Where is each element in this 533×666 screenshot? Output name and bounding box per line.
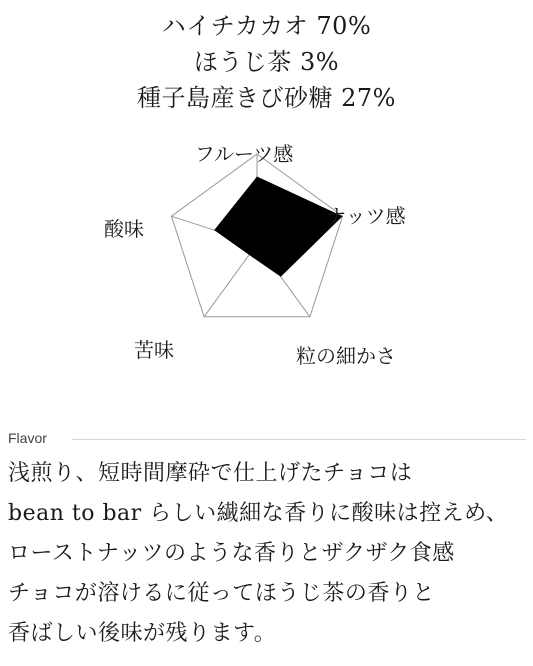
flavor-heading: Flavor (8, 430, 53, 446)
axis-label-fruit: フルーツ感 (194, 142, 294, 166)
radar-spoke (204, 244, 257, 317)
description-line: bean to bar らしい繊細な香りに酸味は控えめ、 (8, 501, 509, 526)
ingredient-line: 種子島産きび砂糖 27% (137, 84, 396, 112)
ingredient-line: ハイチカカオ 70% (161, 12, 372, 40)
description-line: チョコが溶けるに従ってほうじ茶の香りと (8, 581, 435, 606)
description-line: ローストナッツのような香りとザクザク食感 (8, 541, 455, 566)
radar-data-area (214, 177, 342, 277)
axis-label-fineness: 粒の細かさ (296, 344, 396, 368)
axis-label-acidity: 酸味 (104, 217, 144, 241)
flavor-description (8, 454, 528, 654)
ingredient-list (0, 8, 533, 116)
description-line: 浅煎り、短時間摩砕で仕上げたチョコは (8, 461, 413, 486)
axis-label-nuts: ナッツ感 (326, 204, 406, 228)
flavor-radar-chart (0, 135, 533, 395)
axis-label-bitterness: 苦味 (134, 338, 174, 362)
description-line: 香ばしい後味が残ります。 (8, 621, 277, 646)
divider (72, 439, 526, 440)
ingredient-line: ほうじ茶 3% (193, 48, 340, 76)
flavor-section-header (8, 430, 526, 448)
